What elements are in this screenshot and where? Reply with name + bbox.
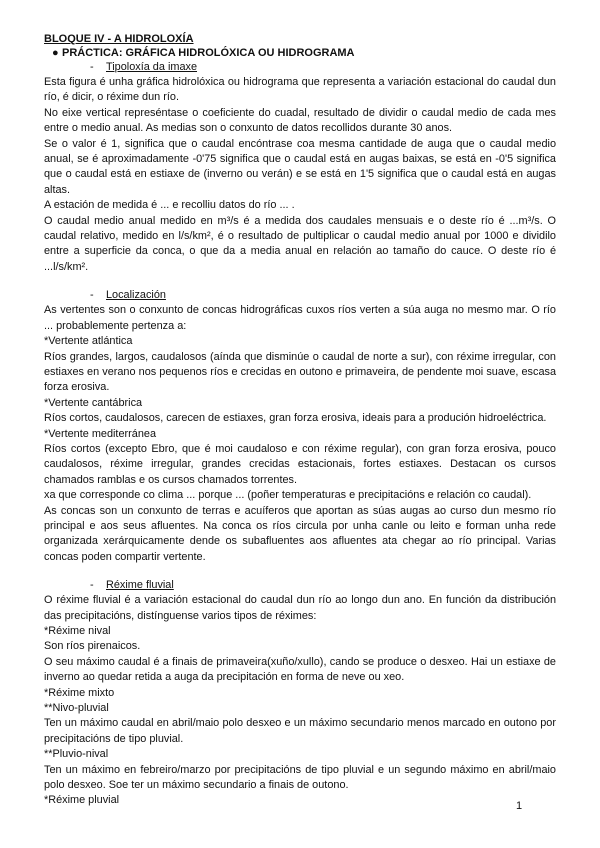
spacer	[44, 275, 556, 288]
spacer	[44, 565, 556, 578]
practica-title	[52, 46, 556, 60]
section-heading-tipoloxia	[44, 60, 556, 75]
vertente-label: *Vertente cantábrica	[44, 396, 143, 409]
section-heading-text: Réxime fluvial	[106, 579, 174, 592]
paragraph: O caudal medio anual medido en m³/s é a medida dos caudales mensuais e o deste río é ...m³/s. O caudal relativo, medido en l/s/km², é o resultado de pultiplicar o caudal medio anual por 1000 e dividilo entre a superficie da conca, o que da a media anual en relación ao tamaño do cauce. O deste río é ...l/s/km².	[44, 214, 556, 273]
paragraph: Ríos grandes, largos, caudalosos (aínda que disminúe o caudal de norte a sur), con réxime irregular, con estiaxes en verano nos pequenos ríos e crecidas en outono e primaveira, de pendente moi suave, escasa forza erosiva.	[44, 350, 556, 394]
vertente-label: *Vertente mediterránea	[44, 427, 157, 440]
bullet-icon: ●	[52, 47, 59, 59]
dash-marker: -	[90, 579, 94, 592]
rexime-sublabel: **Nivo-pluvial	[44, 702, 109, 715]
paragraph: As vertentes son o conxunto de concas hidrográficas cuxos ríos verten a súa auga no mesmo mar. O río ... probablemente pertenza a:	[44, 304, 556, 332]
vertente-label: *Vertente atlántica	[44, 335, 133, 348]
paragraph: xa que corresponde co clima ... porque ... (poñer temperaturas e precipitacións e relación co caudal).	[44, 489, 532, 502]
paragraph: Ten un máximo caudal en abril/maio polo desxeo e un máximo secundario menos marcado en outono por precipitacións de tipo pluvial.	[44, 717, 556, 745]
practica-title-text: PRÁCTICA: GRÁFICA HIDROLÓXICA OU HIDROGRAMA	[62, 47, 355, 59]
paragraph: A estación de medida é ... e recolliu datos do río ... .	[44, 199, 295, 212]
paragraph: Se o valor é 1, significa que o caudal encóntrase coa mesma cantidade de auga que o caudal medio anual, se é aproximadamente -0'75 significa que o caudal está en augas baixas, se está en -0'5 significa que o caudal está en estiaxe de (inverno ou verán) e se está en 1'5 significa que o caudal está en augas altas.	[44, 137, 556, 196]
rexime-label: *Réxime pluvial	[44, 794, 120, 807]
section-heading-rexime	[44, 578, 556, 593]
paragraph: Ten un máximo en febreiro/marzo por precipitacións de tipo pluvial e un segundo máximo en abril/maio polo desxeo. Soe ter un máximo secundario a finais de outono.	[44, 763, 556, 792]
dash-marker: -	[90, 61, 94, 73]
rexime-label: *Réxime nival	[44, 625, 111, 637]
bloque-title: BLOQUE IV - A HIDROLOXÍA	[44, 33, 194, 45]
rexime-sublabel: **Pluvio-nival	[44, 748, 109, 761]
dash-marker: -	[90, 289, 94, 302]
paragraph: As concas son un conxunto de terras e acuíferos que aportan as súas augas ao curso dun mesmo río principal e aos seus afluentes. Na conca os ríos circula por unha canle ou leito e forman unha rede organizada xerárquicamente dende os subafluentes aos afluentes ata chegar ao río principal. Varias concas poden compartir vertente.	[44, 504, 556, 563]
paragraph: O seu máximo caudal é a finais de primaveira(xuño/xullo), cando se produce o desxeo. Hai un estiaxe de inverno ao quedar retida a auga da precipitación en forma de neve ou xeo.	[44, 655, 556, 684]
section-heading-text: Localización	[106, 289, 166, 302]
page-number: 1	[516, 800, 523, 812]
paragraph: Ríos cortos, caudalosos, carecen de estiaxes, gran forza erosiva, ideais para a produción hidroeléctrica.	[44, 412, 547, 425]
paragraph: Esta figura é unha gráfica hidrolóxica ou hidrograma que representa a variación estacional do caudal dun río, é dicir, o réxime dun río.	[44, 76, 556, 104]
paragraph: Ríos cortos (excepto Ebro, que é moi caudaloso e con réxime regular), con gran forza erosiva, pouco caudalosos, réxime irregular, grandes crecidas estacionais, fortes estiaxes. Destacan os cursos chamados ramblas e os cursos chamados torrentes.	[44, 442, 556, 486]
paragraph: Son ríos pirenaicos.	[44, 640, 141, 653]
section-heading-text: Tipoloxía da imaxe	[106, 61, 198, 73]
rexime-label: *Réxime mixto	[44, 686, 115, 699]
paragraph: No eixe vertical represéntase o coeficiente do cuadal, resultado de dividir o caudal medio de cada mes entre o medio anual. As medias son o conxunto de datos recollidos durante 30 anos.	[44, 106, 556, 135]
section-heading-localizacion	[44, 288, 556, 303]
page-content	[44, 32, 556, 809]
paragraph: O réxime fluvial é a variación estacional do caudal dun río ao longo dun ano. En función da distribución das precipitacións, distínguense varios tipos de réximes:	[44, 594, 556, 622]
